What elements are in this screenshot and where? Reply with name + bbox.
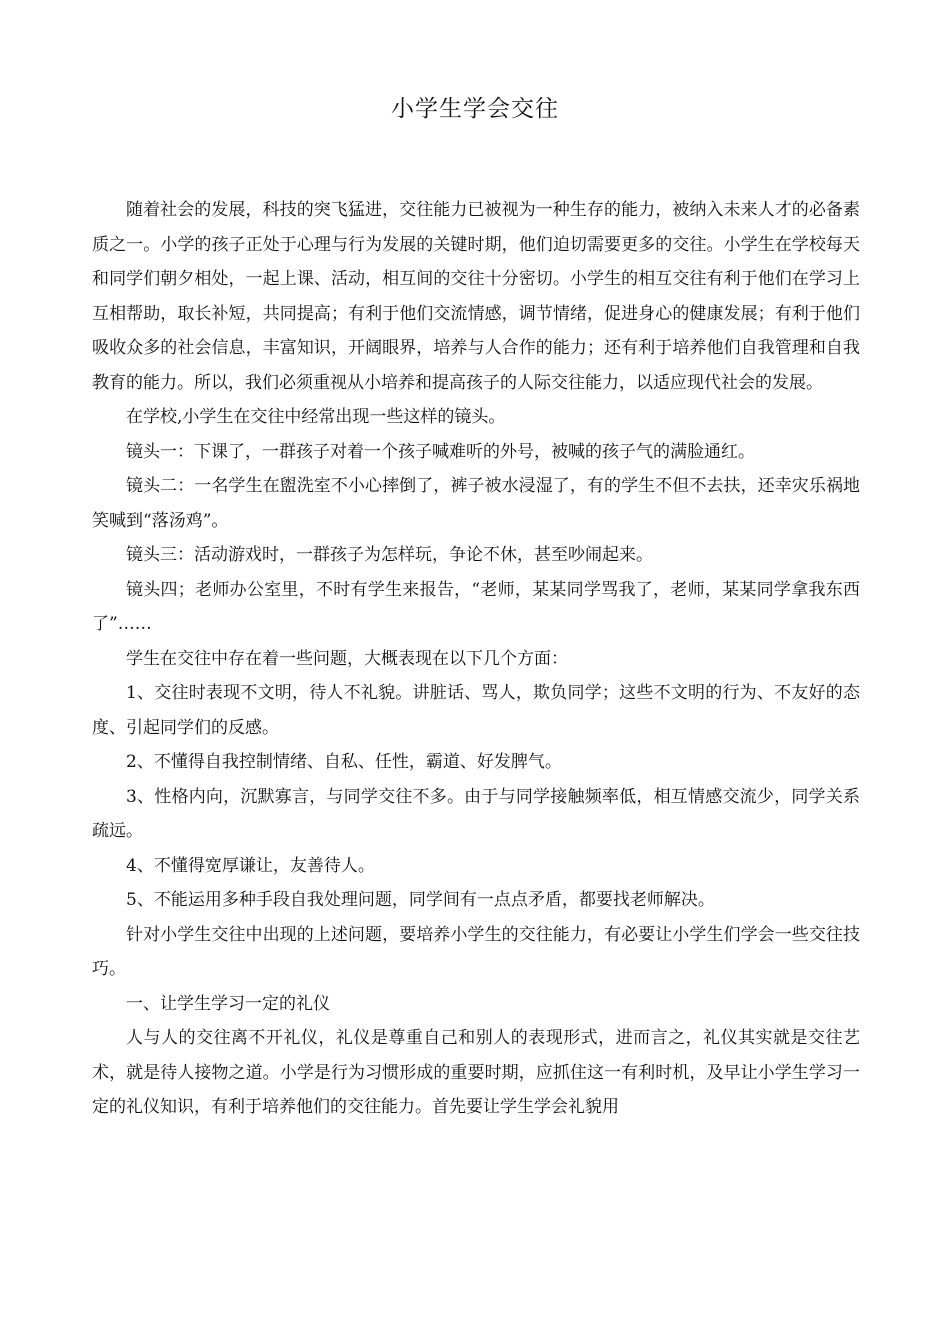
paragraph-problem-2: 2、不懂得自我控制情绪、自私、任性，霸道、好发脾气。 — [126, 752, 562, 772]
document-body — [92, 193, 860, 1125]
document-title: 小学生学会交往 — [391, 96, 559, 122]
paragraph-problem-4: 4、不懂得宽厚谦让，友善待人。 — [126, 855, 375, 876]
section-heading-etiquette: 一、让学生学习一定的礼仪 — [126, 993, 330, 1014]
paragraph-scene-3: 镜头三：活动游戏时，一群孩子为怎样玩，争论不休，甚至吵闹起来。 — [126, 545, 653, 565]
paragraph-solution-intro: 针对小学生交往中出现的上述问题，要培养小学生的交往能力，有必要让小学生们学会一些交往技巧。 — [92, 924, 860, 979]
paragraph-problem-5: 5、不能运用多种手段自我处理问题，同学间有一点点矛盾，都要找老师解决。 — [126, 890, 715, 910]
paragraph-scene-1: 镜头一：下课了，一群孩子对着一个孩子喊难听的外号，被喊的孩子气的满脸通红。 — [126, 441, 755, 462]
paragraph-problem-1: 1、交往时表现不文明，待人不礼貌。讲脏话、骂人，欺负同学；这些不文明的行为、不友好的态度、引起同学们的反感。 — [92, 683, 860, 738]
paragraph-problem-3: 3、性格内向，沉默寡言，与同学交往不多。由于与同学接触频率低，相互情感交流少，同学关系疏远。 — [92, 786, 860, 841]
paragraph-scene-2: 镜头二：一名学生在盥洗室不小心摔倒了，裤子被水浸湿了，有的学生不但不去扶，还幸灾乐祸地笑喊到“落汤鸡”。 — [92, 476, 860, 531]
paragraph-problems-intro: 学生在交往中存在着一些问题，大概表现在以下几个方面： — [126, 648, 568, 669]
paragraph-intro: 随着社会的发展，科技的突飞猛进，交往能力已被视为一种生存的能力，被纳入未来人才的必备素质之一。小学的孩子正处于心理与行为发展的关键时期，他们迫切需要更多的交往。小学生在学校每天和同学们朝夕相处，一起上课、活动，相互间的交往十分密切。小学生的相互交往有利于他们在学习上互相帮助，取长补短，共同提高；有利于他们交流情感，调节情绪，促进身心的健康发展；有利于他们吸收众多的社会信息，丰富知识，开阔眼界，培养与人合作的能力；还有利于培养他们自我管理和自我教育的能力。所以，我们必须重视从小培养和提高孩子的人际交往能力，以适应现代社会的发展。 — [92, 200, 860, 393]
paragraph-scene-4: 镜头四；老师办公室里，不时有学生来报告，“老师，某某同学骂我了，老师，某某同学拿我东西了”…… — [92, 579, 860, 634]
paragraph-etiquette: 人与人的交往离不开礼仪，礼仪是尊重自己和别人的表现形式，进而言之，礼仪其实就是交往艺术，就是待人接物之道。小学是行为习惯形成的重要时期，应抓住这一有利时机，及早让小学生学习一定的礼仪知识，有利于培养他们的交往能力。首先要让学生学会礼貌用 — [92, 1028, 860, 1117]
paragraph-scenes-intro: 在学校,小学生在交往中经常出现一些这样的镜头。 — [126, 407, 506, 427]
